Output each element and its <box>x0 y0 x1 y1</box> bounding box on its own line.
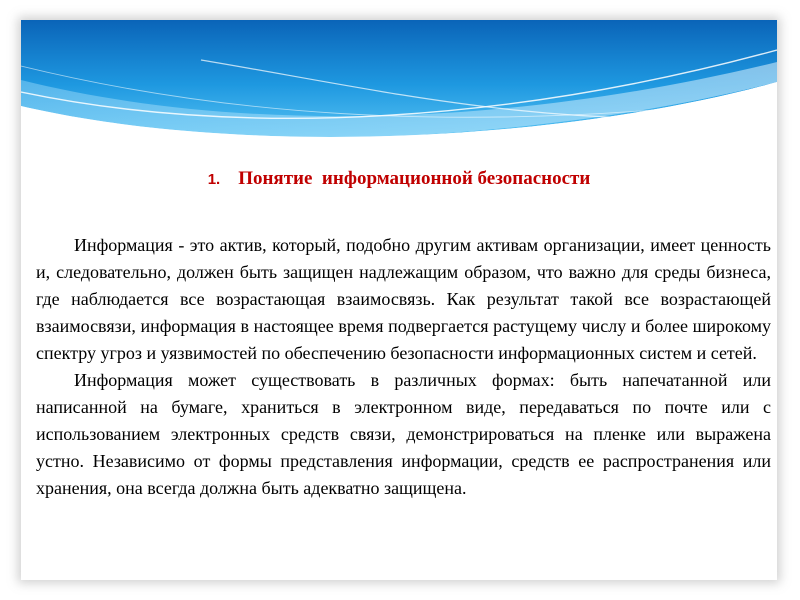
paragraph-2: Информация может существовать в различных формах: быть напечатанной или написанной на бумаге, храниться в электронном виде, передаваться по почте или с использованием электронных средств связи, демонстрироваться на пленке или выражена устно. Независимо от формы представления информации, средств ее распространения или хранения, она всегда должна быть адекватно защищена. <box>36 370 771 498</box>
wave-banner <box>21 20 777 145</box>
title-text: Понятие информационной безопасности <box>238 168 591 189</box>
slide <box>21 20 777 580</box>
slide-title <box>21 168 777 190</box>
title-number: 1. <box>207 171 221 188</box>
slide-body <box>36 232 771 502</box>
paragraph-1: Информация - это актив, который, подобно другим активам организации, имеет ценность и, следовательно, должен быть защищен надлежащим образом, что важно для среды бизнеса, где наблюдается все возрастающая взаимосвязь. Как результат такой все возрастающей взаимосвязи, информация в настоящее время подвергается растущему числу и более широкому спектру угроз и уязвимостей по обеспечению безопасности информационных систем и сетей. <box>36 235 771 363</box>
